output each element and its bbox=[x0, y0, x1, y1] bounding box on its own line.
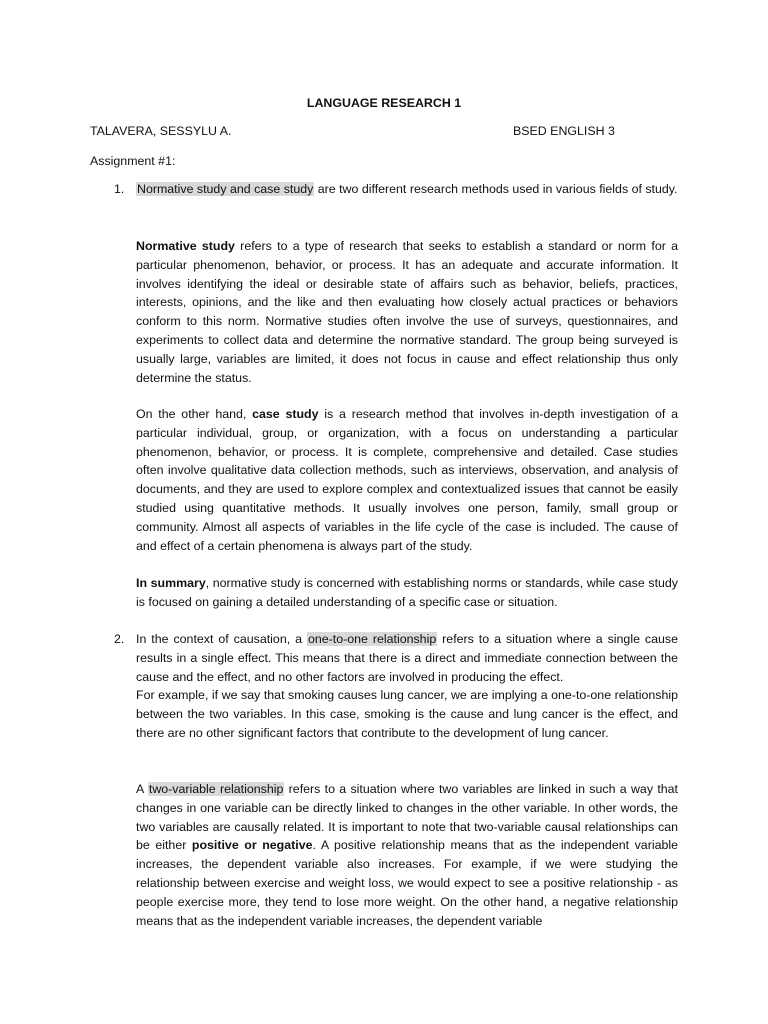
paragraph-text: is a research method that involves in-depth investigation of a particular individual, group, or organization, with a focus on understanding a particular phenomenon, behavior, or process. It is complete, comprehensive and detailed. Case studies often involve qualitative data collection methods, such as interviews, observation, and analysis of documents, and they are used to explore complex and contextualized issues that cannot be easily studied using quantitative methods. It usually involves one person, family, small group or community. Almost all aspects of variables in the life cycle of the case is included. The cause of and effect of a certain phenomena is always part of the study. bbox=[136, 407, 678, 553]
bold-term: case study bbox=[252, 407, 319, 421]
bold-term: Normative study bbox=[136, 239, 235, 253]
summary-paragraph bbox=[136, 574, 678, 612]
item-number: 2. bbox=[114, 632, 125, 646]
one-to-one-paragraph bbox=[136, 630, 678, 686]
paragraph-prefix: On the other hand, bbox=[136, 407, 253, 421]
paragraph-prefix: In the context of causation, a bbox=[136, 632, 307, 646]
paragraph-text-continued: . A positive relationship means that as the independent variable increases, the dependent variable also increases. For example, if we were studying the relationship between exercise and weight loss, we would expect to see a positive relationship - as people exercise more, they tend to lose more weight. On the other hand, a negative relationship means that as the independent variable increases, the dependent variable bbox=[136, 838, 678, 928]
paragraph-text: refers to a situation where two variables are linked in such a way that changes in one variable can be directly linked to changes in the other variable. In other words, the two variables are causally related. It is important to note that two-variable causal relationships can be either bbox=[136, 782, 678, 853]
case-study-paragraph bbox=[136, 405, 678, 555]
student-name: TALAVERA, SESSYLU A. bbox=[90, 124, 232, 138]
paragraph-text: refers to a situation where a single cause results in a single effect. This means that there is a direct and immediate connection between the cause and the effect, and no other factors are involved in producing the effect. bbox=[136, 632, 678, 684]
highlighted-term: one-to-one relationship bbox=[307, 632, 437, 646]
bold-term: In summary bbox=[136, 576, 206, 590]
example-paragraph bbox=[136, 686, 678, 742]
paragraph-prefix: A bbox=[136, 782, 148, 796]
intro-text: are two different research methods used in various fields of study. bbox=[314, 182, 678, 196]
two-variable-paragraph bbox=[136, 780, 678, 930]
highlighted-term: two-variable relationship bbox=[148, 782, 284, 796]
course-label: BSED ENGLISH 3 bbox=[513, 124, 615, 138]
highlighted-term: Normative study and case study bbox=[137, 182, 314, 196]
page-title: LANGUAGE RESEARCH 1 bbox=[306, 96, 462, 110]
paragraph-text: refers to a type of research that seeks to establish a standard or norm for a particular phenomenon, behavior, or process. It has an adequate and accurate information. It involves identifying the ideal or desirable state of affairs such as behavior, beliefs, practices, interests, opinions, and the like and then evaluating how closely actual practices or behaviors conform to this norm. Normative studies often involve the use of surveys, questionnaires, and experiments to collect data and determine the normative standard. The group being surveyed is usually large, variables are limited, it does not focus in cause and effect relationship thus only determine the status. bbox=[136, 239, 679, 385]
bold-term: positive or negative bbox=[191, 838, 313, 853]
normative-study-paragraph bbox=[136, 237, 678, 387]
item-1-intro bbox=[136, 180, 678, 199]
paragraph-text: For example, if we say that smoking causes lung cancer, we are implying a one-to-one relationship between the two variables. In this case, smoking is the cause and lung cancer is the effect, and there are no other significant factors that contribute to the development of lung cancer. bbox=[136, 688, 678, 740]
paragraph-text: , normative study is concerned with establishing norms or standards, while case study is focused on gaining a detailed understanding of a specific case or situation. bbox=[136, 576, 678, 609]
item-number: 1. bbox=[114, 182, 125, 196]
assignment-heading: Assignment #1: bbox=[90, 154, 176, 168]
